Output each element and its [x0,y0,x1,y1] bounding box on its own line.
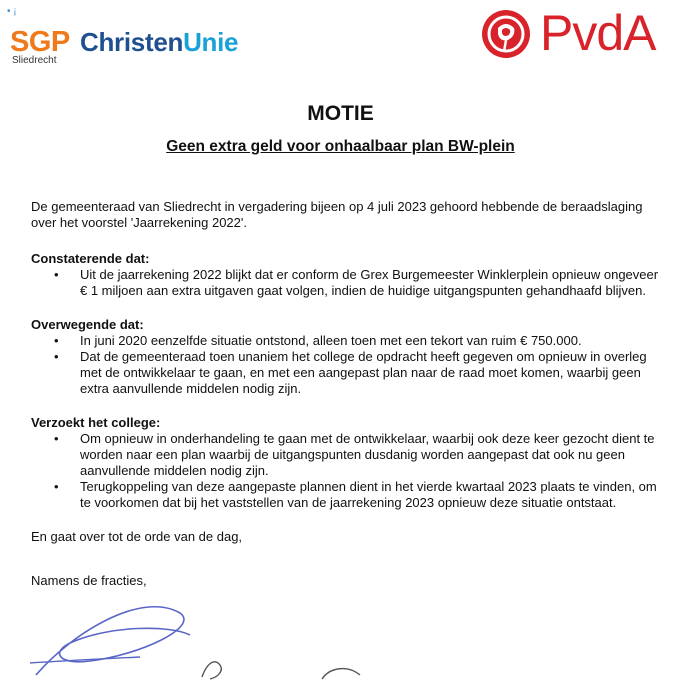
logo-dots-decoration: • ¡ [7,6,17,17]
section-heading: Constaterende dat: [31,251,150,266]
christenunie-logo-text [80,27,238,58]
pvda-logo-text: PvdA [540,5,656,61]
sgp-logo-text: SGP [10,26,70,58]
sgp-christenunie-logo [6,6,266,66]
motion-body [31,199,661,589]
section-heading: Overwegende dat: [31,317,144,332]
list-item: • Om opnieuw in onderhandeling te gaan met de ontwikkelaar, waarbij ook deze keer gezocht dient te worden naar een plan waarbij de uitgangspunten dusdanig worden aangepast dat ook nu geen aanvullende middelen nodig zijn. [80,431,661,479]
list-item: • Uit de jaarrekening 2022 blijkt dat er conform de Grex Burgemeester Winklerplein opnieuw ongeveer € 1 miljoen aan extra uitgaven gaat volgen, indien de huidige uitgangspunten gehandhaafd blijven. [80,267,661,299]
pvda-logo [478,6,678,66]
bullet-list [31,431,661,511]
list-item: • In juni 2020 eenzelfde situatie ontstond, alleen toen met een tekort van ruim € 750.000. [80,333,661,349]
document-title: MOTIE [307,102,374,125]
namens-line: Namens de fracties, [31,573,147,588]
section-constaterende [31,251,661,299]
intro-paragraph: De gemeenteraad van Sliedrecht in vergadering bijeen op 4 juli 2023 gehoord hebbende de beraadslaging over het voorstel 'Jaarrekening 2022'. [31,199,643,230]
document-subtitle: Geen extra geld voor onhaalbaar plan BW-plein [166,138,515,155]
pvda-rose-icon [478,6,534,62]
section-heading: Verzoekt het college: [31,415,161,430]
signature-scribble [30,595,430,681]
list-item: • Terugkoppeling van deze aangepaste plannen dient in het vierde kwartaal 2023 plaats te vinden, om te voorkomen dat bij het vaststellen van de jaarrekening 2023 opnieuw deze situatie ontstaat. [80,479,661,511]
bullet-list [31,267,661,299]
bullet-list [31,333,661,397]
section-verzoekt [31,415,661,511]
sgp-subtitle: Sliedrecht [12,55,57,66]
christenunie-part-a: Christen [80,27,184,57]
section-overwegende [31,317,661,397]
list-item: • Dat de gemeenteraad toen unaniem het college de opdracht heeft gegeven om opnieuw in overleg met de ontwikkelaar te gaan, en met een aangepast plan naar de raad moet komen, waarbij geen extra aanvullende middelen nodig zijn. [80,349,661,397]
closing-line: En gaat over tot de orde van de dag, [31,529,243,544]
christenunie-part-b: Unie [183,27,239,57]
